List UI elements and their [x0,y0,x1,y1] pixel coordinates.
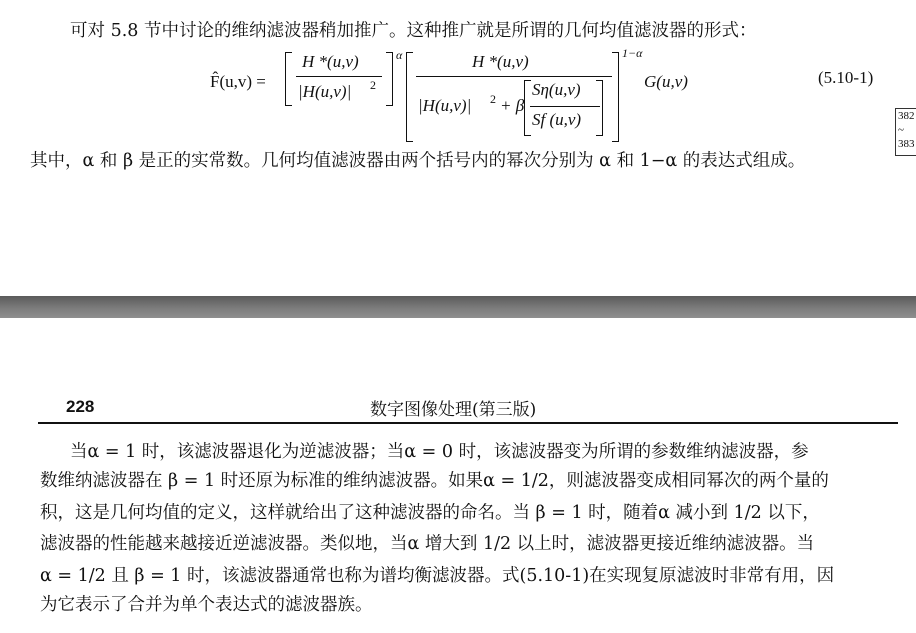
margin-note-start: 382 [898,110,915,122]
equation-tail: G(u,v) [644,72,688,91]
denominator-2-exponent: 2 [490,92,496,106]
margin-note-tilde: ~ [898,124,904,136]
left-bracket-1 [285,52,292,106]
page-number: 228 [66,397,95,416]
right-bracket-1 [386,52,393,106]
denominator-1: |H(u,v)| [298,82,352,101]
exponent-alpha: α [396,48,403,62]
equation-5-10-1 [210,44,710,140]
right-bracket-inner [596,80,603,136]
exponent-one-minus-alpha: 1−α [622,46,643,60]
noise-spectrum: Sη(u,v) [532,80,581,99]
body-line: α = 1/2 且 β = 1 时，该滤波器通常也称为谱均衡滤波器。式(5.10-1)在实现复原滤波时非常有用，因 [40,566,835,586]
margin-note-end: 383 [898,138,915,150]
header-rule [38,422,898,424]
body-line: 数维纳滤波器在 β = 1 时还原为标准的维纳滤波器。如果α = 1/2，则滤波器变成相同幂次的两个量的 [40,471,829,491]
follow-paragraph: 其中，α 和 β 是正的实常数。几何均值滤波器由两个括号内的幂次分别为 α 和 1−α 的表达式组成。 [30,151,806,171]
signal-spectrum: Sf (u,v) [532,110,582,129]
fraction-bar-2 [416,76,612,77]
equation-lhs: F̂(u,v) = [210,72,266,91]
margin-page-reference [895,108,916,156]
left-bracket-inner [524,80,531,136]
running-header-title: 数字图像处理(第三版) [370,400,537,420]
body-line: 积，这是几何均值的定义，这样就给出了这种滤波器的命名。当 β = 1 时，随着α 减小到 1/2 以下， [40,503,820,523]
body-line: 为它表示了合并为单个表达式的滤波器族。 [40,595,373,615]
fraction-bar-inner [530,106,600,107]
right-bracket-2 [612,52,619,142]
left-bracket-2 [406,52,413,142]
equation-number: (5.10-1) [818,68,874,87]
page-separator [0,296,916,318]
fraction-bar-1 [296,76,382,77]
denominator-1-exponent: 2 [370,78,376,92]
numerator-1: H *(u,v) [302,52,359,71]
body-line: 当α = 1 时，该滤波器退化为逆滤波器；当α = 0 时，该滤波器变为所谓的参数维纳滤波器，参 [70,442,809,462]
numerator-2: H *(u,v) [472,52,529,71]
denominator-2-b: + β [500,96,525,115]
denominator-2-a: |H(u,v)| [418,96,472,115]
body-line: 滤波器的性能越来越接近逆滤波器。类似地，当α 增大到 1/2 以上时，滤波器更接近维纳滤波器。当 [40,534,815,554]
intro-paragraph: 可对 5.8 节中讨论的维纳滤波器稍加推广。这种推广就是所谓的几何均值滤波器的形式： [70,21,757,41]
